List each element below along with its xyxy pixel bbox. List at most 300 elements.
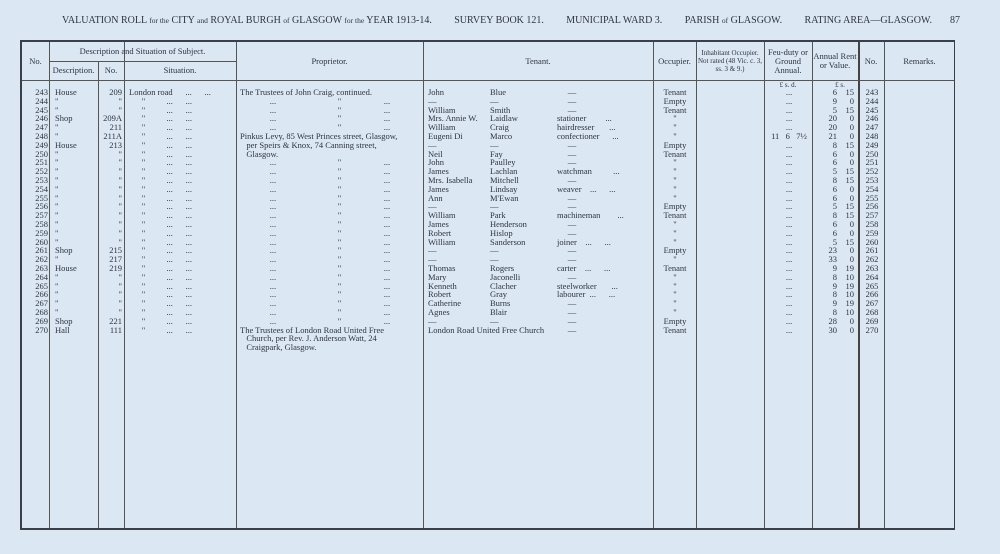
row-no-right: 268: [865, 306, 879, 317]
rent-pounds: 6: [832, 148, 837, 159]
tenant-first-name: Robert: [428, 289, 452, 300]
feu-duty: ...: [785, 139, 793, 150]
tenant-occupation: confectioner ...: [557, 130, 619, 141]
rent-pounds: 8: [832, 271, 837, 282]
feu-duty: ...: [785, 210, 793, 221]
rent-pounds: 6: [832, 192, 837, 203]
tenant-first-name: William: [428, 104, 456, 115]
tenant-first-name: William: [428, 236, 456, 247]
feu-duty: ...: [785, 280, 793, 291]
number: 111: [109, 324, 122, 335]
title-segment: [454, 15, 544, 26]
proprietor: ... " ...: [240, 218, 391, 229]
row-no-right: 267: [865, 298, 879, 309]
row-no-right: 269: [865, 315, 879, 326]
col-num: No.: [104, 65, 118, 75]
description: Hall: [55, 324, 70, 335]
tenant-surname: —: [490, 95, 499, 106]
title-segment: [566, 15, 662, 26]
row-no: 257: [35, 210, 48, 221]
number: ": [118, 289, 122, 300]
feu-duty: ...: [785, 113, 793, 124]
tenant-surname: Lachlan: [490, 166, 518, 177]
feu-duty: ...: [785, 245, 793, 256]
col-situation: Situation.: [163, 65, 197, 75]
rent-pounds: 33: [828, 254, 837, 265]
row-no-right: 253: [865, 174, 879, 185]
rent-shillings: 0: [849, 227, 854, 238]
row-no-right: 264: [865, 271, 879, 282]
col-inhabitant: Inhabitant Occupier. Not rated (48 Vic. c. 3, ss. 3 & 9.): [698, 49, 762, 73]
title-text: MUNICIPAL WARD 3.: [566, 15, 663, 26]
rent-pounds: 8: [832, 289, 837, 300]
occupier: Empty: [663, 95, 687, 106]
feu-duty: ...: [785, 104, 793, 115]
col-occupier: Occupier.: [658, 55, 691, 66]
tenant-first-name: Eugeni Di: [428, 130, 463, 141]
feu-duty: ...: [785, 227, 793, 238]
situation: " ... ...: [129, 113, 192, 124]
rent-units: £ s.: [835, 80, 845, 89]
situation: " ... ...: [129, 104, 192, 115]
tenant-first-name: Mary: [428, 271, 447, 282]
situation: " ... ...: [129, 183, 192, 194]
row-no-right: 247: [865, 122, 879, 133]
tenant-first-name: John: [428, 157, 445, 168]
situation: " ... ...: [129, 280, 192, 291]
rent-shillings: 0: [849, 130, 854, 141]
feu-duty: ...: [785, 289, 793, 300]
row-no: 246: [35, 113, 48, 124]
row-no: 260: [35, 236, 48, 247]
tenant-occupation: —: [567, 201, 577, 212]
tenant-occupation: —: [567, 271, 577, 282]
description: Shop: [55, 113, 73, 124]
number: ": [118, 201, 122, 212]
situation: " ... ...: [129, 148, 192, 159]
tenant-surname: Smith: [490, 104, 511, 115]
description: ": [55, 218, 59, 229]
tenant-first-name: John: [428, 87, 445, 97]
number: ": [118, 157, 122, 168]
rent-shillings: 15: [845, 87, 854, 97]
tenant-surname: Mitchell: [490, 174, 519, 185]
tenant-occupation: —: [567, 148, 577, 159]
rent-shillings: 0: [849, 192, 854, 203]
row-no-right: 246: [865, 113, 879, 124]
proprietor: Church, per Rev. J. Anderson Watt, 24: [240, 333, 377, 344]
number: 211: [109, 122, 122, 133]
occupier: ": [673, 113, 677, 124]
proprietor: ... " ...: [240, 192, 391, 203]
tenant-first-name: Catherine: [428, 298, 462, 309]
title-text: of: [721, 16, 729, 25]
feu-duty: ...: [785, 148, 793, 159]
proprietor: ... " ...: [240, 95, 391, 106]
tenant-surname: Burns: [490, 298, 511, 309]
row-no-right: 250: [865, 148, 879, 159]
number: ": [118, 183, 122, 194]
description: ": [55, 254, 59, 265]
rent-shillings: 0: [849, 324, 854, 335]
row-no-right: 263: [865, 262, 879, 273]
title-text: and: [196, 16, 208, 25]
tenant-first-name: Robert: [428, 227, 452, 238]
proprietor: ... " ...: [240, 174, 391, 185]
row-no: 268: [35, 306, 48, 317]
row-no: 252: [35, 166, 48, 177]
feu-duty: ...: [785, 254, 793, 265]
tenant-first-name: —: [428, 315, 437, 326]
tenant-occupation: —: [567, 298, 577, 309]
occupier: Tenant: [663, 87, 687, 97]
description: ": [55, 298, 59, 309]
rent-shillings: 15: [845, 104, 854, 115]
number: 219: [109, 262, 122, 273]
proprietor: per Speirs & Knox, 74 Canning street,: [240, 139, 377, 150]
rent-pounds: 6: [832, 157, 837, 168]
proprietor: ... " ...: [240, 298, 391, 309]
tenant-occupation: weaver ... ...: [557, 183, 616, 194]
proprietor: ... " ...: [240, 113, 391, 124]
situation: " ... ...: [129, 271, 192, 282]
feu-duty: ...: [785, 236, 793, 247]
situation: " ... ...: [129, 174, 192, 185]
number: ": [118, 192, 122, 203]
tenant-occupation: —: [567, 87, 577, 97]
title-text: GLASGOW.: [728, 15, 783, 26]
occupier: Empty: [663, 201, 687, 212]
rent-pounds: 5: [832, 104, 837, 115]
tenant-first-name: William: [428, 210, 456, 221]
rent-pounds: 9: [832, 262, 837, 273]
occupier: ": [673, 280, 677, 291]
feu-units: £ s. d.: [779, 80, 797, 89]
rent-pounds: 23: [828, 245, 837, 256]
rent-shillings: 0: [849, 148, 854, 159]
table-row: [22, 343, 954, 352]
occupier: ": [673, 227, 677, 238]
proprietor: ... " ...: [240, 262, 391, 273]
description: ": [55, 271, 59, 282]
situation: " ... ...: [129, 201, 192, 212]
rent-pounds: 20: [828, 113, 837, 124]
situation: " ... ...: [129, 122, 192, 133]
occupier: ": [673, 122, 677, 133]
occupier: ": [673, 166, 677, 177]
col-proprietor: Proprietor.: [311, 55, 348, 66]
col-remarks: Remarks.: [903, 55, 936, 66]
tenant-surname: Blair: [490, 306, 507, 317]
title-text: PARISH: [684, 15, 722, 26]
rent-pounds: 28: [828, 315, 837, 326]
rent-shillings: 0: [849, 157, 854, 168]
title-segment: [805, 15, 932, 26]
tenant-surname: —: [490, 139, 499, 150]
col-rent: Annual Rent or Value.: [813, 51, 857, 70]
description: House: [55, 87, 77, 97]
rent-pounds: 9: [832, 298, 837, 309]
situation: " ... ...: [129, 306, 192, 317]
number: 221: [109, 315, 122, 326]
feu-duty: ...: [785, 122, 793, 133]
rent-pounds: 20: [828, 122, 837, 133]
tenant-first-name: London Road United Free Church: [428, 324, 545, 335]
tenant-first-name: Mrs. Isabella: [428, 174, 473, 185]
row-no: 264: [35, 271, 48, 282]
col-desc-group: Description and Situation of Subject.: [79, 46, 206, 56]
rent-shillings: 0: [849, 183, 854, 194]
col-description: Description.: [52, 65, 95, 75]
description: Shop: [55, 315, 73, 326]
rent-shillings: 0: [849, 254, 854, 265]
feu-duty: ...: [785, 218, 793, 229]
feu-duty: ...: [785, 192, 793, 203]
occupier: Tenant: [663, 262, 687, 273]
occupier: Tenant: [663, 148, 687, 159]
number: ": [118, 148, 122, 159]
rent-shillings: 10: [845, 306, 854, 317]
proprietor: ... " ...: [240, 289, 391, 300]
rent-pounds: 9: [832, 280, 837, 291]
rent-pounds: 8: [832, 174, 837, 185]
tenant-surname: M'Ewan: [490, 192, 519, 203]
tenant-surname: Lindsay: [490, 183, 518, 194]
occupier: ": [673, 306, 677, 317]
proprietor: ... " ...: [240, 271, 391, 282]
tenant-occupation: machineman ...: [557, 210, 624, 221]
title-text: for the: [344, 16, 365, 25]
proprietor: ... " ...: [240, 183, 391, 194]
occupier: ": [673, 218, 677, 229]
description: ": [55, 306, 59, 317]
rent-shillings: 0: [849, 218, 854, 229]
description: ": [55, 280, 59, 291]
occupier: ": [673, 174, 677, 185]
tenant-occupation: —: [567, 315, 577, 326]
situation: " ... ...: [129, 262, 192, 273]
description: ": [55, 174, 59, 185]
rent-shillings: 10: [845, 289, 854, 300]
proprietor: Glasgow.: [240, 148, 279, 159]
proprietor: ... " ...: [240, 157, 391, 168]
proprietor: ... " ...: [240, 245, 391, 256]
tenant-first-name: James: [428, 166, 449, 177]
title-text: RATING AREA—GLASGOW.: [804, 15, 932, 26]
row-no-right: 270: [865, 324, 879, 335]
description: ": [55, 183, 59, 194]
feu-duty: ...: [785, 298, 793, 309]
occupier: Empty: [663, 315, 687, 326]
row-no-right: 261: [865, 245, 879, 256]
rent-pounds: 5: [832, 166, 837, 177]
rent-shillings: 19: [845, 298, 854, 309]
tenant-first-name: Agnes: [428, 306, 450, 317]
rent-pounds: 8: [832, 306, 837, 317]
occupier: ": [673, 183, 677, 194]
rent-shillings: 19: [845, 262, 854, 273]
title-segment: [685, 15, 782, 26]
occupier: Tenant: [663, 324, 687, 335]
tenant-surname: Rogers: [490, 262, 515, 273]
rent-shillings: 15: [845, 166, 854, 177]
situation: " ... ...: [129, 315, 192, 326]
description: ": [55, 210, 59, 221]
tenant-first-name: —: [428, 201, 437, 212]
situation: " ... ...: [129, 254, 192, 265]
row-no: 245: [35, 104, 48, 115]
proprietor: ... " ...: [240, 254, 391, 265]
tenant-surname: Gray: [490, 289, 507, 300]
tenant-first-name: —: [428, 254, 437, 265]
proprietor: ... " ...: [240, 210, 391, 221]
situation: " ... ...: [129, 157, 192, 168]
number: 209A: [103, 113, 122, 124]
row-no-right: 255: [865, 192, 879, 203]
number: ": [118, 210, 122, 221]
feu-duty: 11 6 7½: [771, 130, 807, 141]
description: ": [55, 157, 59, 168]
description: ": [55, 227, 59, 238]
tenant-occupation: stationer ...: [557, 113, 612, 124]
tenant-surname: Craig: [490, 122, 509, 133]
rent-shillings: 19: [845, 280, 854, 291]
tenant-occupation: —: [567, 227, 577, 238]
tenant-surname: Marco: [490, 130, 513, 141]
tenant-first-name: —: [428, 95, 437, 106]
rent-pounds: 9: [832, 95, 837, 106]
tenant-surname: Sanderson: [490, 236, 526, 247]
title-text: ROYAL BURGH: [207, 15, 284, 26]
row-no: 256: [35, 201, 48, 212]
row-no: 262: [35, 254, 48, 265]
feu-duty: ...: [785, 174, 793, 185]
rent-shillings: 15: [845, 174, 854, 185]
occupier: ": [673, 289, 677, 300]
tenant-occupation: —: [567, 218, 577, 229]
proprietor: ... " ...: [240, 315, 391, 326]
situation: " ... ...: [129, 289, 192, 300]
number: ": [118, 104, 122, 115]
row-no-right: 249: [865, 139, 879, 150]
feu-duty: ...: [785, 95, 793, 106]
tenant-first-name: Ann: [428, 192, 443, 203]
feu-duty: ...: [785, 166, 793, 177]
tenant-occupation: labourer ... ...: [557, 289, 616, 300]
tenant-occupation: —: [567, 324, 577, 335]
situation: " ... ...: [129, 130, 192, 141]
number: ": [118, 298, 122, 309]
tenant-occupation: —: [567, 157, 577, 168]
situation: " ... ...: [129, 245, 192, 256]
occupier: Tenant: [663, 104, 687, 115]
feu-duty: ...: [785, 201, 793, 212]
tenant-surname: Jaconelli: [490, 271, 521, 282]
row-no-right: 254: [865, 183, 879, 194]
col-no-right: No.: [864, 55, 878, 66]
row-no-right: 251: [865, 157, 879, 168]
occupier: ": [673, 192, 677, 203]
rent-pounds: 8: [832, 210, 837, 221]
description: Shop: [55, 245, 73, 256]
description: House: [55, 139, 77, 150]
row-no: 263: [35, 262, 48, 273]
tenant-surname: Henderson: [490, 218, 527, 229]
row-no: 248: [35, 130, 48, 141]
proprietor: Craigpark, Glasgow.: [240, 342, 317, 353]
tenant-surname: Hislop: [490, 227, 513, 238]
row-no: 244: [35, 95, 48, 106]
row-no: 243: [35, 87, 48, 97]
rent-shillings: 15: [845, 139, 854, 150]
tenant-occupation: steelworker ...: [557, 280, 618, 291]
table-body: [22, 88, 954, 352]
title-text: CITY: [169, 15, 197, 26]
situation: London road ... ...: [129, 87, 211, 97]
situation: " ... ...: [129, 236, 192, 247]
feu-duty: ...: [785, 157, 793, 168]
occupier: ": [673, 271, 677, 282]
tenant-first-name: —: [428, 139, 437, 150]
rent-shillings: 0: [849, 245, 854, 256]
rent-pounds: 5: [832, 236, 837, 247]
proprietor: ... " ...: [240, 227, 391, 238]
row-no: 265: [35, 280, 48, 291]
number: ": [118, 95, 122, 106]
rent-shillings: 0: [849, 122, 854, 133]
table-row: [22, 334, 954, 343]
description: House: [55, 262, 77, 273]
row-no-right: 260: [865, 236, 879, 247]
row-no-right: 266: [865, 289, 879, 300]
proprietor: The Trustees of John Craig, continued.: [240, 87, 372, 97]
number: 211A: [103, 130, 122, 141]
row-no: 258: [35, 218, 48, 229]
tenant-occupation: —: [567, 174, 577, 185]
tenant-first-name: James: [428, 183, 449, 194]
tenant-occupation: hairdresser ...: [557, 122, 616, 133]
tenant-surname: —: [490, 245, 499, 256]
tenant-surname: Park: [490, 210, 506, 221]
proprietor: Pinkus Levy, 85 West Princes street, Glasgow,: [240, 130, 398, 141]
situation: " ... ...: [129, 166, 192, 177]
row-no: 253: [35, 174, 48, 185]
tenant-occupation: —: [567, 245, 577, 256]
rent-shillings: 15: [845, 210, 854, 221]
tenant-surname: Laidlaw: [490, 113, 518, 124]
number: 215: [109, 245, 122, 256]
number: ": [118, 166, 122, 177]
rent-pounds: 21: [828, 130, 837, 141]
row-no: 255: [35, 192, 48, 203]
proprietor: ... " ...: [240, 104, 391, 115]
occupier: Empty: [663, 245, 687, 256]
rent-pounds: 6: [832, 218, 837, 229]
row-no: 254: [35, 183, 48, 194]
tenant-occupation: —: [567, 104, 577, 115]
tenant-surname: —: [490, 254, 499, 265]
row-no-right: 243: [865, 87, 879, 97]
title-text: for the: [149, 16, 170, 25]
tenant-surname: —: [490, 315, 499, 326]
title-text: of: [283, 16, 290, 25]
description: ": [55, 148, 59, 159]
row-no-right: 248: [865, 130, 879, 141]
tenant-first-name: Kenneth: [428, 280, 457, 291]
description: ": [55, 122, 59, 133]
title-text: SURVEY BOOK 121.: [454, 15, 544, 26]
row-no-right: 252: [865, 166, 879, 177]
